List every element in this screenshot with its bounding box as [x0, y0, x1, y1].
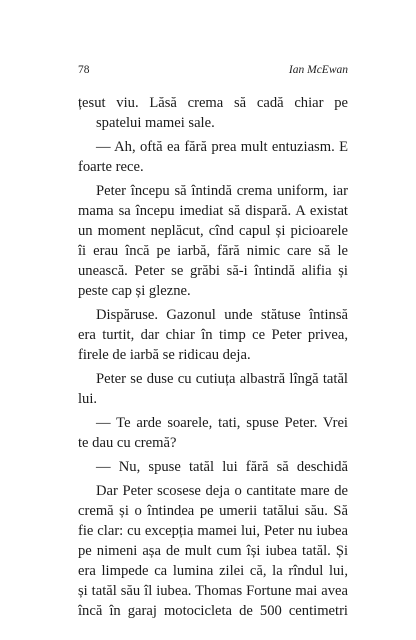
- paragraph: [78, 481, 348, 621]
- paragraph: [78, 305, 348, 365]
- running-head-author: Ian McEwan: [288, 64, 348, 76]
- page-number: 78: [78, 64, 90, 76]
- paragraph: [78, 137, 348, 177]
- text-line: Peter începu să întindă crema uniform, iar: [96, 183, 348, 199]
- page-header: [78, 64, 348, 80]
- paragraph: [78, 181, 348, 301]
- paragraph: [78, 457, 348, 477]
- text-line: fie clar: cu excepția mamei lui, Peter nu iubea: [78, 523, 348, 539]
- text-line: firele de iarbă se ridicau deja.: [78, 347, 251, 363]
- paragraph: [78, 369, 348, 409]
- text-line: foarte rece.: [78, 159, 144, 175]
- text-line: era turtit, dar chiar în timp ce Peter privea,: [78, 327, 348, 343]
- paragraph: [78, 93, 348, 133]
- text-line: mama sa începu imediat să dispară. A existat: [78, 203, 348, 219]
- text-line: Dispăruse. Gazonul unde stătuse întinsă: [96, 307, 348, 323]
- text-line: cremă și o întindea pe umerii tatălui său. Să: [78, 503, 348, 519]
- text-line: și tatăl său îl iubea. Thomas Fortune mai avea: [78, 583, 348, 599]
- text-line: încă în garaj motocicleta de 500 centimetri: [78, 603, 348, 619]
- paragraph: [78, 413, 348, 453]
- text-line: spatelui mamei sale.: [96, 115, 215, 131]
- text-line: — Nu, spuse tatăl lui fără să deschidă: [96, 459, 348, 475]
- text-line: pe nimeni așa de mult cum își iubea tatăl. Și: [78, 543, 348, 559]
- text-line: peste cap și glezne.: [78, 283, 191, 299]
- text-line: — Ah, oftă ea fără prea mult entuziasm. E: [96, 139, 348, 155]
- text-line: — Te arde soarele, tati, spuse Peter. Vrei: [96, 415, 348, 431]
- text-line: lui.: [78, 391, 98, 407]
- text-line: era limpede ca lumina zilei că, la rîndul lui,: [78, 563, 348, 579]
- text-line: îi erau încă pe iarbă, fără nimic care să le: [78, 243, 348, 259]
- text-line: un moment neplăcut, cînd capul și picioarele: [78, 223, 348, 239]
- text-line: te dau cu cremă?: [78, 435, 177, 451]
- text-line: unească. Peter se grăbi să-i întindă alifia și: [78, 263, 348, 279]
- body-text: [78, 93, 348, 625]
- text-line: Peter se duse cu cutiuța albastră lîngă tatăl: [96, 371, 348, 387]
- text-line: Dar Peter scosese deja o cantitate mare de: [96, 483, 348, 499]
- text-line: țesut viu. Lăsă crema să cadă chiar pe: [78, 95, 348, 111]
